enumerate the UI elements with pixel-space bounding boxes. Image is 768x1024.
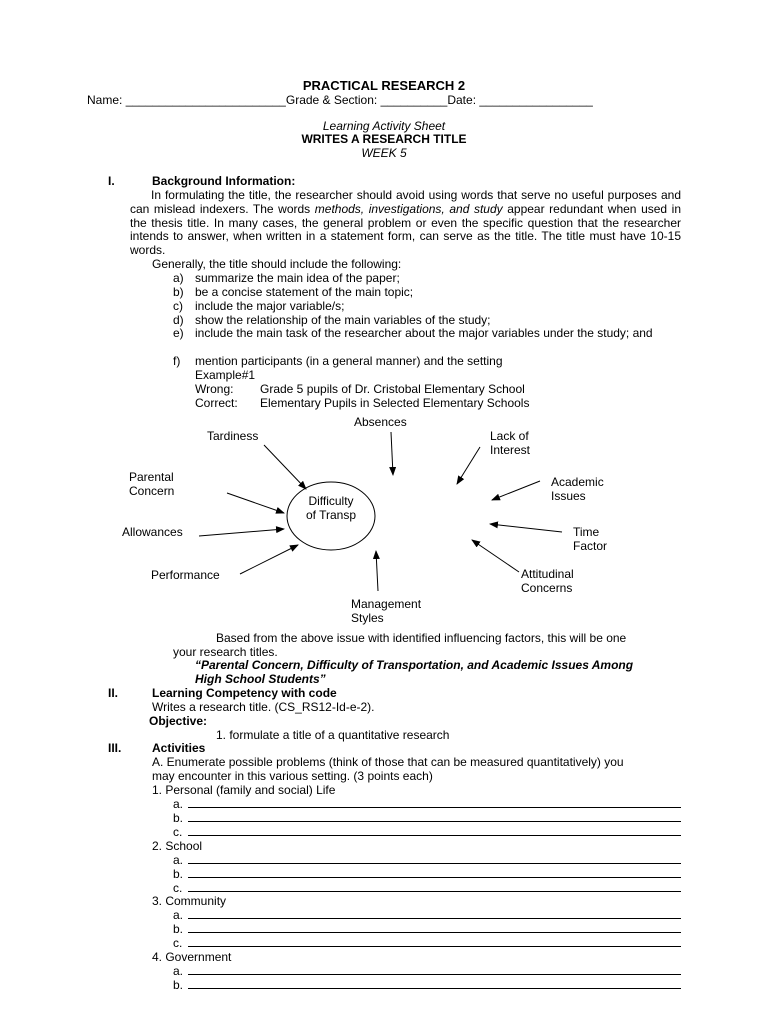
arrow-parental-concern	[227, 493, 284, 513]
list-letter: c)	[173, 299, 183, 313]
answer-letter: a.	[173, 964, 184, 978]
list-item: be a concise statement of the main topic;	[195, 285, 414, 299]
node-tardiness: Tardiness	[207, 429, 259, 443]
node-allowances: Allowances	[122, 525, 183, 539]
paragraph-text-2: appear redundant when used in the thesis title. In many cases, the general problem or even the specific question that the researcher intends to answer, when written in a statement form, can serve as the title. The title must have 10-15 words.	[130, 201, 682, 258]
instruction-line-2: may encounter in this various setting. (3 points each)	[152, 769, 433, 783]
list-item: show the relationship of the main variables of the study;	[195, 313, 491, 327]
arrow-allowances	[199, 529, 284, 536]
answer-line[interactable]	[188, 932, 681, 933]
node-absences: Absences	[354, 415, 407, 429]
answer-letter: a.	[173, 853, 184, 867]
answer-letter: b.	[173, 811, 184, 825]
section-3-numeral: III.	[108, 741, 122, 755]
document-title: PRACTICAL RESEARCH 2	[302, 78, 466, 93]
wrong-label: Wrong:	[195, 382, 234, 396]
group-title-government: 4. Government	[152, 950, 232, 964]
sample-title-line-2: High School Students”	[195, 672, 326, 686]
arrow-time-factor	[490, 524, 562, 532]
date-label: Date:	[447, 93, 477, 107]
arrow-lack-of-interest	[457, 447, 480, 484]
section-1-numeral: I.	[108, 174, 115, 188]
topic-heading: WRITES A RESEARCH TITLE	[301, 132, 467, 146]
list-letter: a)	[173, 271, 184, 285]
objective-label: Objective:	[149, 714, 208, 728]
summary-line-1: Based from the above issue with identified influencing factors, this will be one	[216, 631, 627, 645]
name-label: Name:	[87, 93, 123, 107]
correct-example: Elementary Pupils in Selected Elementary Schools	[260, 396, 530, 410]
center-node-label: Difficulty of Transp	[305, 494, 357, 522]
list-letter: e)	[173, 326, 184, 340]
answer-line[interactable]	[188, 807, 681, 808]
node-parental-concern: Parental Concern	[129, 470, 175, 498]
answer-line[interactable]	[188, 974, 681, 975]
section-2-numeral: II.	[108, 686, 119, 700]
answer-line[interactable]	[188, 877, 681, 878]
group-title-school: 2. School	[152, 839, 203, 853]
list-item: summarize the main idea of the paper;	[195, 271, 400, 285]
example-label: Example#1	[195, 368, 256, 382]
objective-text: 1. formulate a title of a quantitative research	[216, 728, 450, 742]
answer-line[interactable]	[188, 863, 681, 864]
arrow-performance	[240, 545, 298, 574]
answer-line[interactable]	[188, 821, 681, 822]
answer-line[interactable]	[188, 835, 681, 836]
arrow-tardiness	[264, 445, 306, 489]
week-label: WEEK 5	[361, 146, 407, 160]
paragraph-text-1: In formulating the title, the researcher should avoid using words that serve no useful purposes and can mislead indexers. The words	[130, 188, 681, 216]
correct-label: Correct:	[195, 396, 238, 410]
answer-letter: a.	[173, 797, 184, 811]
section-1-heading: Background Information:	[152, 174, 296, 188]
wrong-example: Grade 5 pupils of Dr. Cristobal Elementary School	[260, 382, 525, 396]
node-management-styles: Management Styles	[351, 597, 422, 625]
summary-line-2: your research titles.	[173, 645, 278, 659]
node-performance: Performance	[151, 568, 220, 582]
group-title-community: 3. Community	[152, 894, 227, 908]
answer-letter: b.	[173, 922, 184, 936]
grade-section-label: Grade & Section:	[285, 93, 378, 107]
arrow-attitudinal-concerns	[472, 540, 519, 572]
node-lack-of-interest: Lack of Interest	[490, 429, 531, 457]
list-item: mention participants (in a general manner) and the setting	[195, 354, 503, 368]
group-title-personal: 1. Personal (family and social) Life	[152, 783, 336, 797]
list-letter: d)	[173, 313, 184, 327]
list-letter: f)	[173, 354, 181, 368]
answer-letter: b.	[173, 867, 184, 881]
answer-letter: c.	[173, 825, 183, 839]
list-item: include the major variable/s;	[195, 299, 345, 313]
arrow-academic-issues	[492, 481, 540, 500]
section-2-heading: Learning Competency with code	[152, 686, 337, 700]
answer-letter: b.	[173, 978, 184, 992]
section-3-heading: Activities	[152, 741, 206, 755]
arrow-absences	[391, 432, 393, 475]
sheet-type: Learning Activity Sheet	[322, 119, 446, 133]
date-blank[interactable]: _________________	[479, 93, 593, 107]
arrow-management-styles	[376, 551, 378, 591]
answer-letter: c.	[173, 936, 183, 950]
answer-line[interactable]	[188, 988, 681, 989]
sample-title-line-1: “Parental Concern, Difficulty of Transportation, and Academic Issues Among	[195, 658, 634, 672]
answer-letter: c.	[173, 881, 183, 895]
answer-line[interactable]	[188, 918, 681, 919]
instruction-line-1: A. Enumerate possible problems (think of those that can be measured quantitatively) you	[152, 755, 624, 769]
answer-letter: a.	[173, 908, 184, 922]
competency-text: Writes a research title. (CS_RS12-Id-e-2).	[152, 700, 375, 714]
grade-section-blank[interactable]: __________	[380, 93, 448, 107]
node-attitudinal-concerns: Attitudinal Concerns	[521, 567, 574, 595]
answer-line[interactable]	[188, 946, 681, 947]
answer-line[interactable]	[188, 891, 681, 892]
list-letter: b)	[173, 285, 184, 299]
node-academic-issues: Academic Issues	[551, 475, 604, 503]
node-time-factor: Time Factor	[573, 525, 608, 553]
generally-line: Generally, the title should include the following:	[152, 257, 402, 271]
paragraph-italic-words: methods, investigations, and study	[314, 201, 503, 216]
name-blank[interactable]: ________________________	[125, 93, 286, 107]
list-item: include the main task of the researcher about the major variables under the study; and	[195, 326, 653, 340]
